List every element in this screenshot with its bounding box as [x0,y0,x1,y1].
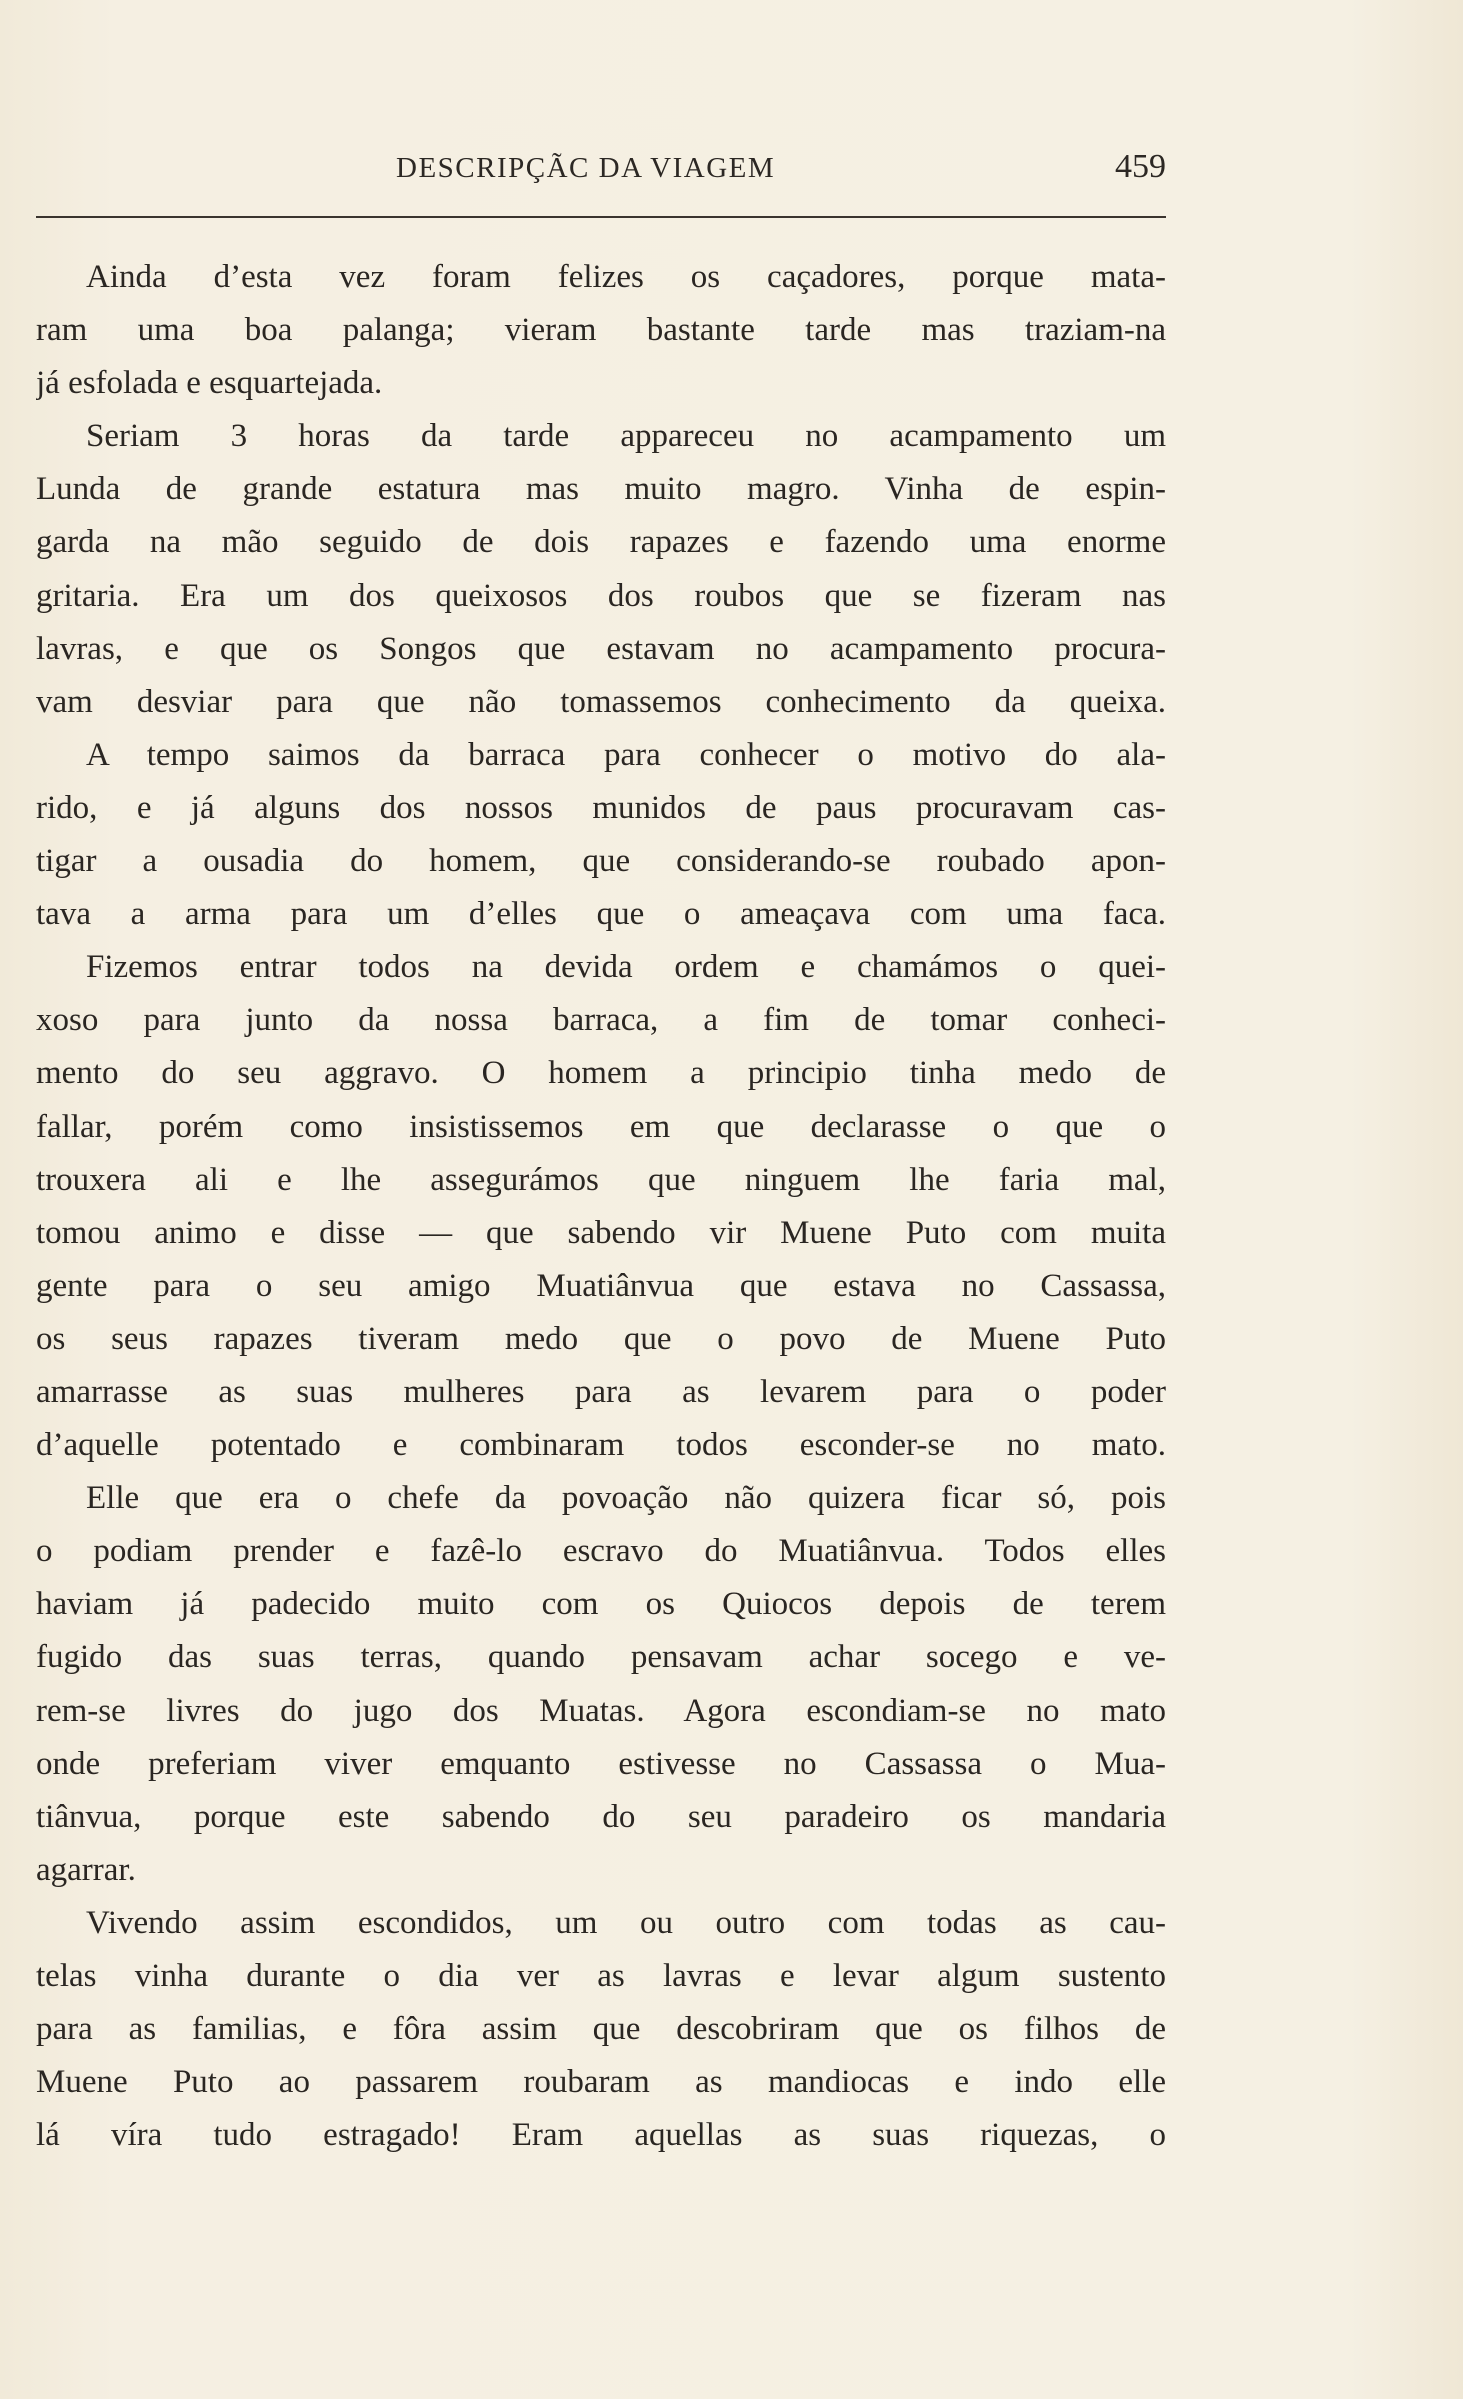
text-line: xoso para junto da nossa barraca, a fim de tomar conheci- [36,1002,1166,1039]
text-line: fugido das suas terras, quando pensavam achar socego e ve- [36,1639,1166,1676]
text-line: tiânvua, porque este sabendo do seu paradeiro os mandaria [36,1798,1166,1835]
text-line: Seriam 3 horas da tarde appareceu no acampamento um [86,418,1166,455]
text-line: telas vinha durante o dia ver as lavras e levar algum sustento [36,1958,1166,1994]
text-line: Lunda de grande estatura mas muito magro. Vinha de espin- [36,471,1166,508]
text-line: lá víra tudo estragado! Eram aquellas as suas riquezas, o [36,2117,1166,2154]
text-line: Vivendo assim escondidos, um ou outro com todas as cau- [86,1904,1166,1941]
text-line: tava a arma para um d’elles que o ameaçava com uma faca. [36,896,1166,933]
text-line: Fizemos entrar todos na devida ordem e chamámos o quei- [86,949,1166,986]
text-line: rido, e já alguns dos nossos munidos de paus procuravam cas- [36,789,1166,826]
text-line: amarrasse as suas mulheres para as levarem para o poder [36,1373,1166,1410]
text-line: agarrar. [36,1851,136,1888]
text-line: garda na mão seguido de dois rapazes e fazendo uma enorme [36,524,1166,561]
body-text [36,251,1166,2162]
text-line: d’aquelle potentado e combinaram todos esconder-se no mato. [36,1427,1166,1464]
running-head [36,148,1166,198]
text-line: vam desviar para que não tomassemos conhecimento da queixa. [36,683,1166,720]
text-line: gente para o seu amigo Muatiânvua que estava no Cassassa, [36,1267,1166,1304]
text-line: Muene Puto ao passarem roubaram as mandiocas e indo elle [36,2064,1166,2101]
text-line: os seus rapazes tiveram medo que o povo de Muene Puto [36,1320,1166,1357]
text-line: o podiam prender e fazê-lo escravo do Muatiânvua. Todos elles [36,1533,1166,1570]
text-line: Elle que era o chefe da povoação não quizera ficar só, pois [86,1480,1166,1517]
text-line: A tempo saimos da barraca para conhecer o motivo do ala- [86,736,1166,773]
header-rule [36,216,1166,218]
text-line: fallar, porém como insistissemos em que declarasse o que o [36,1108,1166,1145]
text-line: onde preferiam viver emquanto estivesse no Cassassa o Mua- [36,1745,1166,1782]
text-line: tomou animo e disse — que sabendo vir Muene Puto com muita [36,1214,1166,1251]
text-line: rem-se livres do jugo dos Muatas. Agora escondiam-se no mato [36,1692,1166,1729]
text-line: para as familias, e fôra assim que descobriram que os filhos de [36,2011,1166,2048]
running-title: DESCRIPÇÃC DA VIAGEM [396,152,776,184]
text-line: Ainda d’esta vez foram felizes os caçadores, porque mata- [86,259,1166,295]
page-number: 459 [1115,148,1166,185]
text-line: ram uma boa palanga; vieram bastante tarde mas traziam-na [36,312,1166,349]
text-line: tigar a ousadia do homem, que considerando-se roubado apon- [36,843,1166,880]
text-line: já esfolada e esquartejada. [36,365,383,402]
text-line: trouxera ali e lhe assegurámos que ninguem lhe faria mal, [36,1161,1166,1198]
text-line: gritaria. Era um dos queixosos dos roubos que se fizeram nas [36,577,1166,614]
text-line: mento do seu aggravo. O homem a principio tinha medo de [36,1055,1166,1092]
text-line: lavras, e que os Songos que estavam no acampamento procura- [36,630,1166,667]
text-line: haviam já padecido muito com os Quiocos depois de terem [36,1586,1166,1623]
